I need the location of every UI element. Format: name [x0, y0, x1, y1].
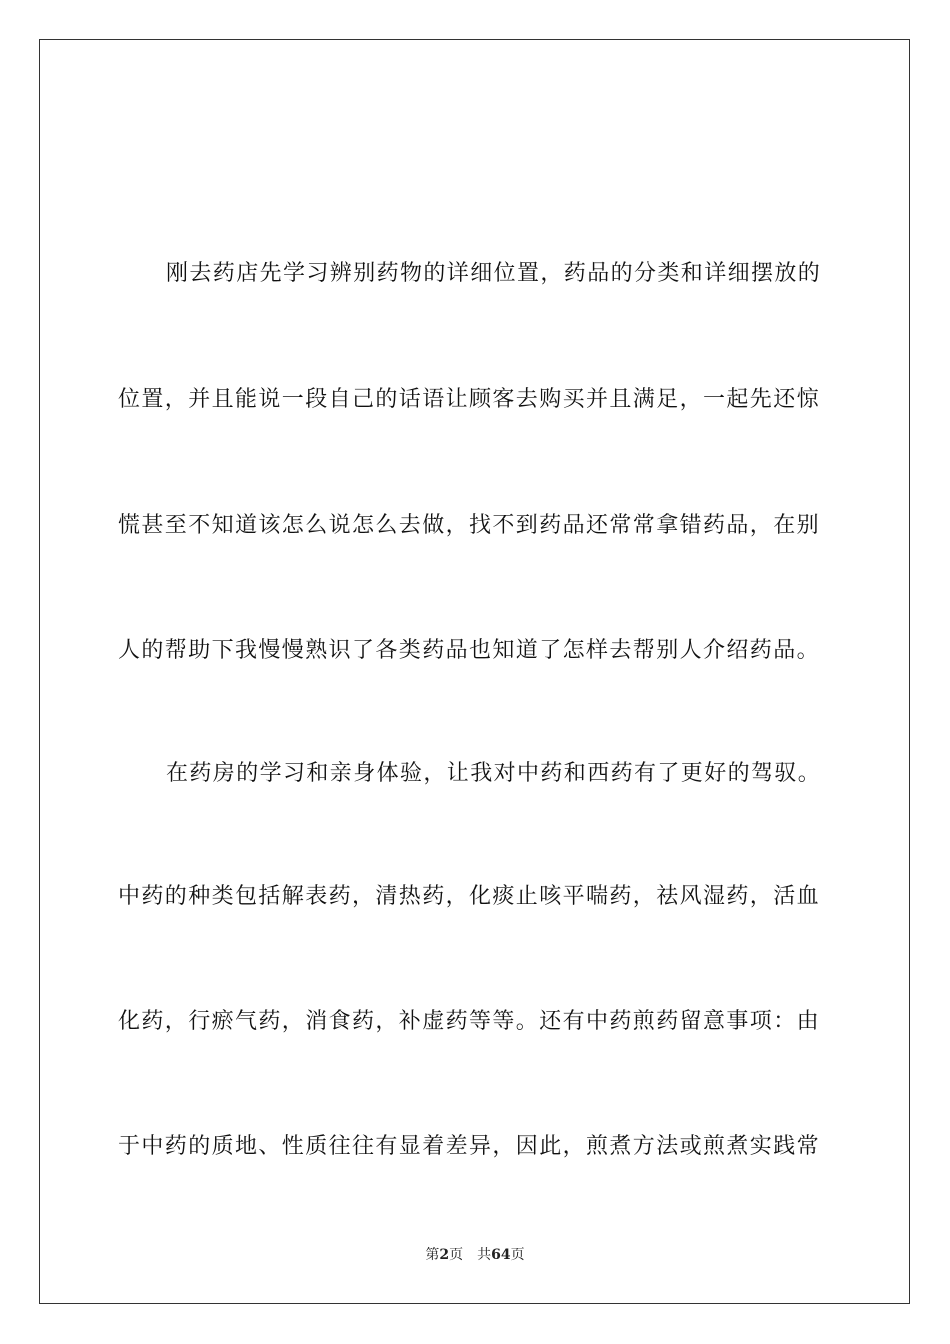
page-border	[39, 39, 910, 1304]
paragraph-line: 化药，行瘀气药，消食药，补虚药等等。还有中药煎药留意事项：由	[118, 1009, 821, 1034]
paragraph-line: 位置，并且能说一段自己的话语让顾客去购买并且满足，一起先还惊	[118, 387, 821, 412]
page-prefix: 第	[425, 1247, 440, 1263]
paragraph-line: 人的帮助下我慢慢熟识了各类药品也知道了怎样去帮别人介绍药品。	[118, 638, 821, 663]
total-pages: 64	[491, 1247, 511, 1263]
paragraph-line: 中药的种类包括解表药，清热药，化痰止咳平喘药，祛风湿药，活血	[118, 884, 821, 909]
paragraph-line: 在药房的学习和亲身体验，让我对中药和西药有了更好的驾驭。	[166, 761, 822, 786]
page-suffix: 页	[449, 1247, 464, 1263]
page-number: 2	[439, 1247, 450, 1263]
total-suffix: 页	[510, 1247, 525, 1263]
page-footer	[0, 1245, 950, 1265]
total-prefix: 共	[477, 1247, 492, 1263]
paragraph-line: 慌甚至不知道该怎么说怎么去做，找不到药品还常常拿错药品，在别	[118, 513, 821, 538]
paragraph-line: 刚去药店先学习辨别药物的详细位置，药品的分类和详细摆放的	[166, 261, 822, 286]
paragraph-line: 于中药的质地、性质往往有显着差异，因此，煎煮方法或煎煮实践常	[118, 1134, 821, 1159]
